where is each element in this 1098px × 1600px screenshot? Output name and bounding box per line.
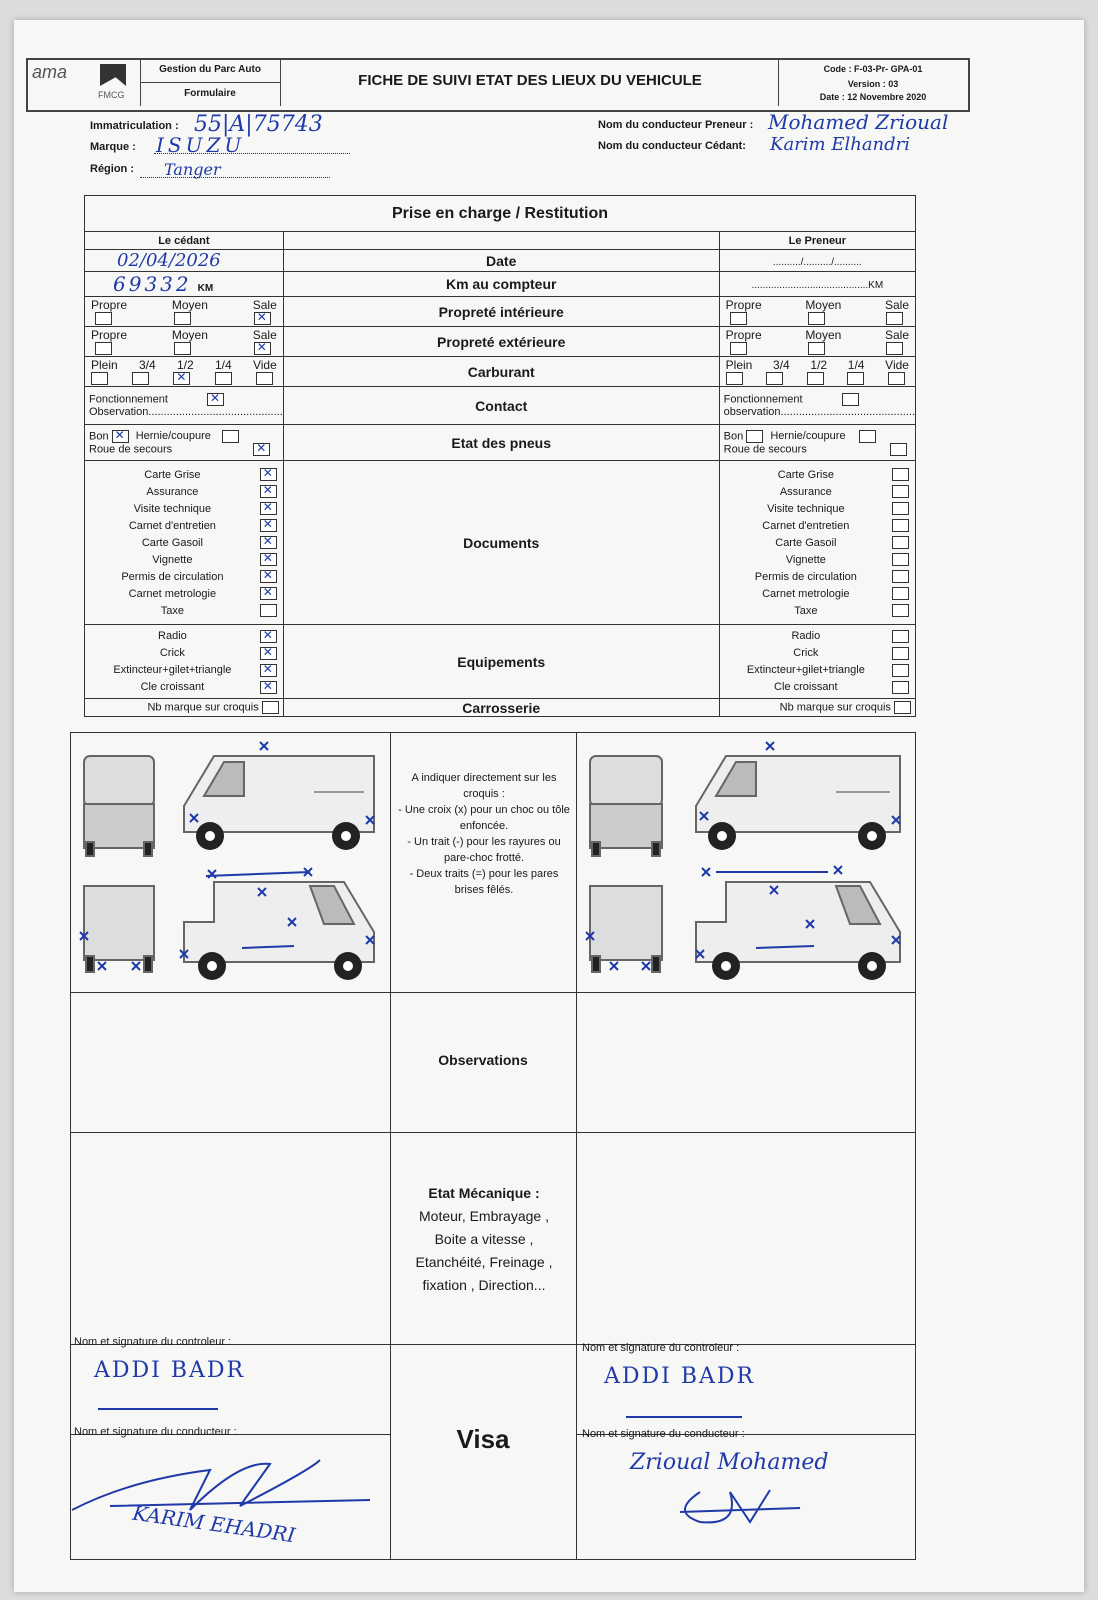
checklist-checkbox[interactable] <box>260 664 277 677</box>
controleur-signature-left <box>98 1408 218 1410</box>
row-equipements: Equipements <box>283 625 719 699</box>
checklist-label: Visite technique <box>133 502 212 515</box>
moyen-checkbox[interactable] <box>174 312 191 325</box>
moyen-checkbox[interactable] <box>808 342 825 355</box>
cedant-pneus: Bon ✕ Hernie/coupure Roue de secours ✕ <box>85 425 284 461</box>
meca-block: Etat Mécanique : Moteur, Embrayage , Boite a vitesse , Etanchéité, Freinage , fixation , Direction... <box>415 1185 553 1293</box>
checklist-label: Visite technique <box>767 502 845 515</box>
checklist-checkbox[interactable] <box>260 485 277 498</box>
checklist-checkbox[interactable] <box>260 587 277 600</box>
checklist-row <box>720 551 915 568</box>
hernie-checkbox[interactable] <box>859 430 876 443</box>
checklist-checkbox[interactable] <box>892 519 909 532</box>
row-prop-int: Propreté intérieure <box>283 297 719 327</box>
checklist-checkbox[interactable] <box>892 553 909 566</box>
checklist-checkbox[interactable] <box>892 587 909 600</box>
checklist-checkbox[interactable] <box>260 647 277 660</box>
preneur-km-cell[interactable] <box>719 272 915 297</box>
logo-mark-icon <box>100 64 126 86</box>
checklist-label: Radio <box>791 630 821 642</box>
checklist-label: Assurance <box>779 485 832 498</box>
checklist-checkbox[interactable] <box>892 664 909 677</box>
nb-marque-checkbox[interactable] <box>262 701 279 714</box>
vehicle-sketch-right[interactable] <box>580 736 912 990</box>
inspection-table <box>84 195 916 717</box>
cedant-carburant: Plein 3/4 1/2 1/4 Vide ✕ <box>85 357 284 387</box>
propre-checkbox[interactable] <box>730 342 747 355</box>
checklist-checkbox[interactable] <box>260 519 277 532</box>
bottom-grid <box>70 732 916 1560</box>
checklist-row <box>85 517 283 534</box>
controleur-label-right: Nom et signature du controleur : <box>582 1342 740 1354</box>
checklist-label: Vignette <box>785 553 826 566</box>
cedant-date-cell[interactable] <box>85 250 284 272</box>
logo <box>28 60 141 106</box>
checklist-label: Taxe <box>160 604 185 617</box>
q12-checkbox[interactable] <box>173 372 190 385</box>
checklist-label: Carnet metrologie <box>762 587 850 600</box>
checklist-row <box>85 585 283 602</box>
propre-checkbox[interactable] <box>730 312 747 325</box>
conducteur-signature-right <box>670 1482 810 1532</box>
fonctionnement-checkbox[interactable] <box>207 393 224 406</box>
form-sheet <box>14 20 1084 1592</box>
propre-checkbox[interactable] <box>95 312 112 325</box>
cedant-km: 69332 <box>113 272 192 296</box>
preneur-km: ..........................................KM <box>751 280 884 291</box>
checklist-checkbox[interactable] <box>260 681 277 694</box>
roue-checkbox[interactable] <box>890 443 907 456</box>
checklist-label: Cle croissant <box>774 681 838 693</box>
checklist-row <box>720 500 915 517</box>
checklist-checkbox[interactable] <box>892 485 909 498</box>
immat-value: 55|A|75743 <box>194 112 323 137</box>
moyen-checkbox[interactable] <box>808 312 825 325</box>
checklist-checkbox[interactable] <box>260 630 277 643</box>
checklist-label: Carnet d'entretien <box>128 519 216 532</box>
checklist-label: Carte Gasoil <box>775 536 837 549</box>
bon-checkbox[interactable] <box>746 430 763 443</box>
checklist-checkbox[interactable] <box>260 502 277 515</box>
cedant-documents <box>85 461 284 625</box>
sketch-instructions: A indiquer directement sur les croquis : - Une croix (x) pour un choc ou tôle enfoncée. - Un trait (-) pour les rayures ou pare-choc frotté. - Deux traits (=) pour les pares brises fêlés. <box>398 772 570 896</box>
plein-checkbox[interactable] <box>91 372 108 385</box>
checklist-row <box>720 662 915 679</box>
checklist-row <box>85 628 283 645</box>
controleur-signature-right <box>626 1416 742 1418</box>
preneur-label: Nom du conducteur Preneur : <box>598 119 754 131</box>
cedant-value: Karim Elhandri <box>770 134 911 155</box>
checklist-label: Extincteur+gilet+triangle <box>113 664 232 676</box>
checklist-row <box>85 534 283 551</box>
checklist-checkbox[interactable] <box>260 570 277 583</box>
cedant-nb-marque: Nb marque sur croquis <box>85 699 284 717</box>
bon-checkbox[interactable] <box>112 430 129 443</box>
conducteur-name-right: Zrioual Mohamed <box>630 1450 829 1475</box>
preneur-value: Mohamed Zrioual <box>768 110 949 134</box>
sale-checkbox[interactable] <box>254 342 271 355</box>
logo-text: ama <box>32 62 68 82</box>
sale-checkbox[interactable] <box>886 342 903 355</box>
checklist-checkbox[interactable] <box>892 647 909 660</box>
checklist-row <box>720 534 915 551</box>
observations-left-area[interactable] <box>72 994 388 1130</box>
conducteur-label-left: Nom et signature du conducteur : <box>74 1426 237 1438</box>
observations-right-area[interactable] <box>578 994 914 1130</box>
checklist-row <box>85 500 283 517</box>
preneur-prop-ext: Propre Moyen Sale <box>719 327 915 357</box>
q34-checkbox[interactable] <box>766 372 783 385</box>
marque-label: Marque : <box>90 141 136 153</box>
vide-checkbox[interactable] <box>888 372 905 385</box>
checklist-checkbox[interactable] <box>892 604 909 617</box>
checklist-label: Taxe <box>794 604 818 617</box>
moyen-checkbox[interactable] <box>174 342 191 355</box>
conducteur-signature-left <box>70 1450 388 1520</box>
row-pneus: Etat des pneus <box>283 425 719 461</box>
section-title: Prise en charge / Restitution <box>85 196 916 232</box>
checklist-checkbox[interactable] <box>260 604 277 617</box>
checklist-row <box>85 483 283 500</box>
checklist-row <box>720 483 915 500</box>
checklist-row <box>85 602 283 619</box>
q34-checkbox[interactable] <box>132 372 149 385</box>
propre-checkbox[interactable] <box>95 342 112 355</box>
doc-type-label: Formulaire <box>184 88 236 99</box>
checklist-label: Cle croissant <box>140 681 205 693</box>
checklist-label: Carte Grise <box>144 468 201 481</box>
checklist-label: Carnet d'entretien <box>762 519 850 532</box>
preneur-equipements <box>719 625 915 699</box>
preneur-carburant: Plein 3/4 1/2 1/4 Vide <box>719 357 915 387</box>
checklist-row <box>720 568 915 585</box>
region-label: Région : <box>90 163 134 175</box>
vehicle-sketch-left[interactable] <box>74 736 386 990</box>
form-title: FICHE DE SUIVI ETAT DES LIEUX DU VEHICULE <box>358 72 702 89</box>
doc-date: Date : 12 Novembre 2020 <box>819 92 927 102</box>
checklist-row <box>720 466 915 483</box>
row-documents: Documents <box>283 461 719 625</box>
checklist-row <box>720 517 915 534</box>
checklist-checkbox[interactable] <box>892 570 909 583</box>
dept-label: Gestion du Parc Auto <box>159 64 261 75</box>
row-date: Date <box>283 250 719 272</box>
fonctionnement-checkbox[interactable] <box>842 393 859 406</box>
doc-version: Version : 03 <box>847 79 899 89</box>
checklist-label: Crick <box>159 647 185 659</box>
checklist-checkbox[interactable] <box>892 630 909 643</box>
checklist-label: Carte Gasoil <box>141 536 203 549</box>
sale-checkbox[interactable] <box>254 312 271 325</box>
checklist-row <box>720 602 915 619</box>
sale-checkbox[interactable] <box>886 312 903 325</box>
vide-checkbox[interactable] <box>256 372 273 385</box>
preneur-date: ........../........../.......... <box>772 256 862 268</box>
preneur-contact: Fonctionnement observation............................................ <box>719 387 915 425</box>
observations-label: Observations <box>438 1052 528 1068</box>
preneur-documents <box>719 461 915 625</box>
row-km: Km au compteur <box>283 272 719 297</box>
checklist-label: Permis de circulation <box>121 570 224 583</box>
cedant-equipements <box>85 625 284 699</box>
checklist-label: Carnet metrologie <box>128 587 217 600</box>
conducteur-label-right: Nom et signature du conducteur : <box>582 1428 745 1440</box>
immat-label: Immatriculation : <box>90 120 179 132</box>
checklist-checkbox[interactable] <box>260 553 277 566</box>
checklist-row <box>85 679 283 696</box>
km-unit: KM <box>197 283 214 294</box>
checklist-row <box>85 645 283 662</box>
visa-label: Visa <box>456 1424 510 1454</box>
marque-value: ISUZU <box>156 133 246 157</box>
row-contact: Contact <box>283 387 719 425</box>
cedant-date: 02/04/2026 <box>117 250 221 271</box>
cedant-prop-ext: Propre Moyen Sale ✕ <box>85 327 284 357</box>
checklist-label: Vignette <box>152 553 193 566</box>
q14-checkbox[interactable] <box>847 372 864 385</box>
checklist-row <box>85 466 283 483</box>
row-carrosserie: Carrosserie <box>283 699 719 717</box>
conducteur-name-left: KARIM EHADRI <box>131 1500 297 1548</box>
hernie-checkbox[interactable] <box>222 430 239 443</box>
checklist-label: Extincteur+gilet+triangle <box>746 664 865 676</box>
checklist-checkbox[interactable] <box>892 536 909 549</box>
cedant-label: Nom du conducteur Cédant: <box>598 140 746 152</box>
checklist-checkbox[interactable] <box>892 468 909 481</box>
checklist-label: Radio <box>158 630 187 642</box>
row-carburant: Carburant <box>283 357 719 387</box>
controleur-name-left: ADDI BADR <box>94 1358 246 1383</box>
region-value: Tanger <box>164 160 221 179</box>
cedant-prop-int: Propre Moyen Sale ✕ <box>85 297 284 327</box>
checklist-row <box>720 628 915 645</box>
plein-checkbox[interactable] <box>726 372 743 385</box>
checklist-label: Permis de circulation <box>754 570 857 583</box>
checklist-row <box>720 679 915 696</box>
checklist-label: Assurance <box>146 485 199 498</box>
preneur-header: Le Preneur <box>719 232 915 250</box>
cedant-contact: Fonctionnement ✕ Observation............................................ <box>85 387 284 425</box>
doc-code: Code : F-03-Pr- GPA-01 <box>823 64 923 74</box>
preneur-date-cell[interactable] <box>719 250 915 272</box>
checklist-checkbox[interactable] <box>892 681 909 694</box>
checklist-label: Crick <box>793 647 819 659</box>
preneur-pneus: Bon Hernie/coupure Roue de secours <box>719 425 915 461</box>
checklist-checkbox[interactable] <box>892 502 909 515</box>
checklist-row <box>85 662 283 679</box>
cedant-km-cell[interactable] <box>85 272 284 297</box>
checklist-row <box>85 551 283 568</box>
checklist-row <box>85 568 283 585</box>
q12-checkbox[interactable] <box>807 372 824 385</box>
logo-sub: FMCG <box>98 90 125 100</box>
row-prop-ext: Propreté extérieure <box>283 327 719 357</box>
preneur-prop-int: Propre Moyen Sale <box>719 297 915 327</box>
checklist-row <box>720 585 915 602</box>
checklist-checkbox[interactable] <box>260 468 277 481</box>
preneur-nb-marque: Nb marque sur croquis <box>719 699 915 717</box>
checklist-row <box>720 645 915 662</box>
roue-checkbox[interactable] <box>253 443 270 456</box>
checklist-checkbox[interactable] <box>260 536 277 549</box>
controleur-label-left: Nom et signature du controleur : <box>74 1336 232 1348</box>
q14-checkbox[interactable] <box>215 372 232 385</box>
cedant-header: Le cédant <box>85 232 284 250</box>
checklist-label: Carte Grise <box>777 468 834 481</box>
controleur-name-right: ADDI BADR <box>604 1364 756 1389</box>
nb-marque-checkbox[interactable] <box>894 701 911 714</box>
